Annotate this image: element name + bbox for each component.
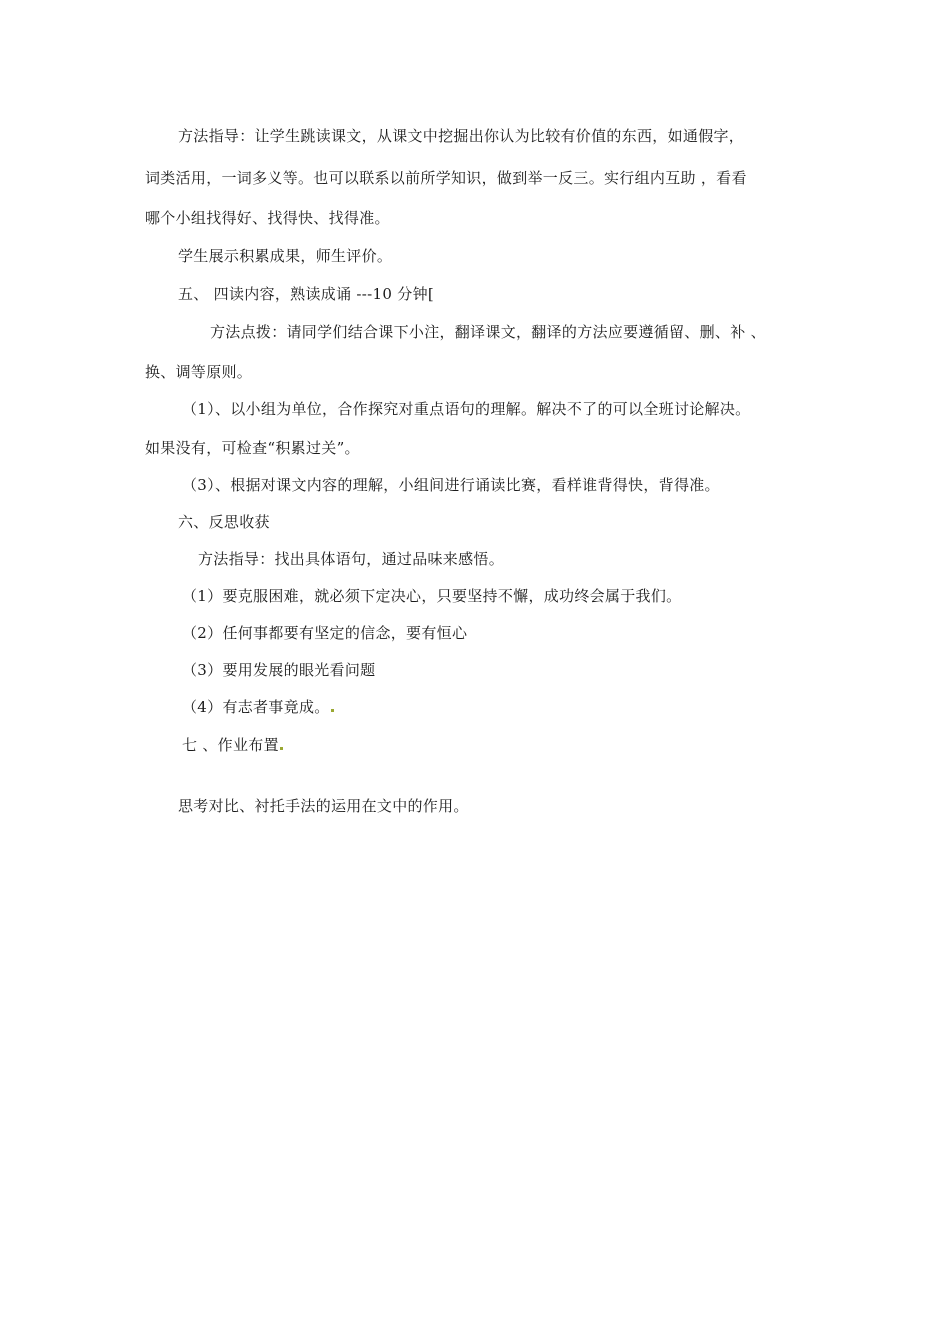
heading-text: 六、反思收获 (178, 513, 270, 531)
paragraph-method-guide (178, 126, 744, 146)
list-item-text: （3）要用发展的眼光看问题 (182, 661, 376, 679)
list-item (182, 660, 375, 680)
paragraph-text: 方法指导：让学生跳读课文，从课文中挖掘出你认为比较有价值的东西，如通假字， (178, 127, 745, 145)
heading-text: 五、 四读内容，熟读成诵 ---10 分钟[ (178, 285, 435, 303)
paragraph-continuation (145, 438, 360, 458)
paragraph-continuation (145, 362, 252, 382)
paragraph-continuation (145, 208, 390, 228)
list-item (182, 623, 467, 643)
paragraph-text: 思考对比、衬托手法的运用在文中的作用。 (178, 797, 469, 815)
marker-dot-icon (331, 709, 334, 712)
paragraph-homework (178, 796, 469, 816)
list-item-text: （1）要克服困难，就必须下定决心，只要坚持不懈，成功终会属于我们。 (182, 587, 682, 605)
paragraph-text: 如果没有，可检查“积累过关”。 (145, 439, 360, 457)
list-item (182, 399, 750, 419)
list-item (182, 475, 720, 495)
list-item-text: （1）、以小组为单位，合作探究对重点语句的理解。解决不了的可以全班讨论解决。 (182, 400, 751, 418)
list-item-text: （3）、根据对课文内容的理解，小组间进行诵读比赛，看样谁背得快，背得准。 (182, 476, 720, 494)
paragraph-text: 换、调等原则。 (145, 363, 253, 381)
heading-text: 七 、作业布置 (182, 736, 279, 754)
paragraph-method-guide (198, 549, 504, 569)
section-heading-seven (182, 735, 284, 755)
paragraph-method-tip (210, 322, 766, 342)
list-item-text: （4）有志者事竟成。 (182, 698, 330, 716)
section-heading-five (178, 284, 434, 304)
paragraph-text: 词类活用，一词多义等。也可以联系以前所学知识，做到举一反三。实行组内互助 ，看看 (145, 169, 747, 187)
paragraph-text: 方法指导：找出具体语句，通过品味来感悟。 (198, 550, 505, 568)
list-item (182, 586, 681, 606)
list-item (182, 697, 335, 717)
marker-dot-icon (280, 747, 283, 750)
paragraph-text: 学生展示积累成果，师生评价。 (178, 247, 393, 265)
list-item-text: （2）任何事都要有坚定的信念，要有恒心 (182, 624, 468, 642)
paragraph-text: 哪个小组找得好、找得快、找得准。 (145, 209, 390, 227)
paragraph-student-showcase (178, 246, 392, 266)
section-heading-six (178, 512, 270, 532)
paragraph-continuation (145, 168, 747, 188)
paragraph-text: 方法点拨：请同学们结合课下小注，翻译课文，翻译的方法应要遵循留、删、补 、 (210, 323, 766, 341)
